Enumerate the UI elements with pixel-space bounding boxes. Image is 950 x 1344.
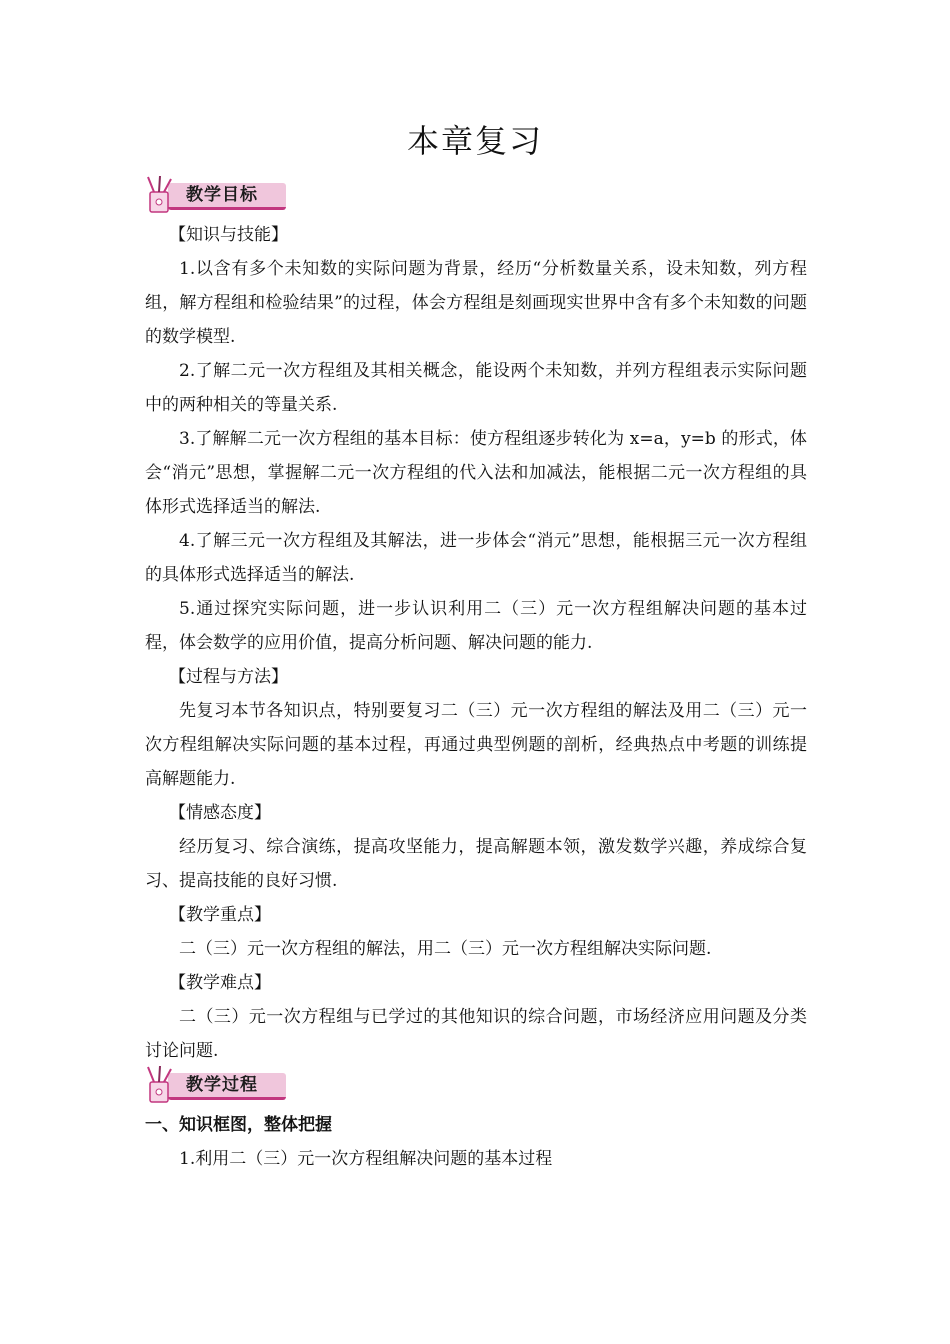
objective-item-3: 3.了解解二元一次方程组的基本目标：使方程组逐步转化为 x=a，y=b 的形式，体会“消元”思想，掌握解二元一次方程组的代入法和加减法，能根据二元一次方程组的具体形式选择适当的解法.: [145, 429, 807, 517]
knowledge-heading: 【知识与技能】: [169, 225, 288, 245]
key-text: 二（三）元一次方程组的解法，用二（三）元一次方程组解决实际问题.: [179, 939, 712, 959]
key-heading: 【教学重点】: [169, 905, 271, 925]
objective-item-1: 1.以含有多个未知数的实际问题为背景，经历“分析数量关系，设未知数，列方程组，解方程组和检验结果”的过程，体会方程组是刻画现实世界中含有多个未知数的问题的数学模型.: [145, 259, 807, 347]
difficulty-heading: 【教学难点】: [169, 973, 271, 993]
objective-item-5: 5.通过探究实际问题，进一步认识利用二（三）元一次方程组解决问题的基本过程，体会数学的应用价值，提高分析问题、解决问题的能力.: [145, 599, 807, 653]
attitude-text: 经历复习、综合演练，提高攻坚能力，提高解题本领，激发数学兴趣，养成综合复习、提高技能的良好习惯.: [145, 837, 807, 891]
badge-label: 教学目标: [186, 185, 258, 205]
objective-item-4: 4.了解三元一次方程组及其解法，进一步体会“消元”思想，能根据三元一次方程组的具体形式选择适当的解法.: [145, 531, 807, 585]
process-badge: [140, 1064, 290, 1106]
difficulty-text: 二（三）元一次方程组与已学过的其他知识的综合问题，市场经济应用问题及分类讨论问题.: [145, 1007, 807, 1061]
process-item-1: 1.利用二（三）元一次方程组解决问题的基本过程: [179, 1149, 553, 1169]
pencil-cup-icon: [140, 174, 188, 216]
section1-heading: 一、知识框图，整体把握: [145, 1115, 332, 1135]
attitude-heading: 【情感态度】: [169, 803, 271, 823]
badge-label: 教学过程: [186, 1075, 258, 1095]
objectives-badge: [140, 174, 290, 216]
process-heading: 【过程与方法】: [169, 667, 288, 687]
objectives-section: [145, 218, 807, 1068]
process-section: [145, 1108, 807, 1176]
page-title: 本章复习: [406, 122, 543, 160]
process-text: 先复习本节各知识点，特别要复习二（三）元一次方程组的解法及用二（三）元一次方程组解决实际问题的基本过程，再通过典型例题的剖析，经典热点中考题的训练提高解题能力.: [145, 701, 807, 789]
objective-item-2: 2.了解二元一次方程组及其相关概念，能设两个未知数，并列方程组表示实际问题中的两种相关的等量关系.: [145, 361, 807, 415]
pencil-cup-icon: [140, 1064, 188, 1106]
